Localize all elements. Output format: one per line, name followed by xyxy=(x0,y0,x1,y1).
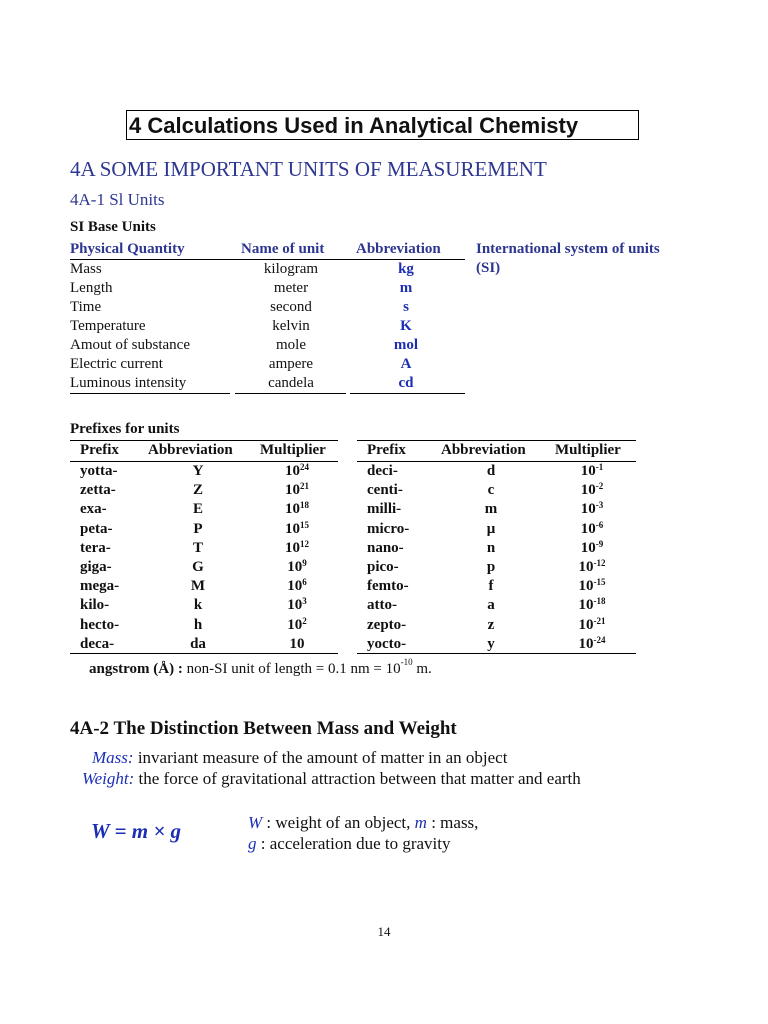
prefix-name-cell: atto- xyxy=(367,597,397,614)
prefix-abbr-cell: k xyxy=(193,597,203,614)
si-side-note-abbr: (SI) xyxy=(476,260,501,276)
prefix-table-caption: Prefixes for units xyxy=(70,421,180,437)
prefix-abbr-cell: p xyxy=(486,559,496,575)
prefix-abbr-cell: f xyxy=(488,578,494,595)
prefix-header-multiplier: Multiplier xyxy=(555,442,621,458)
prefix-name-cell: kilo- xyxy=(80,597,110,614)
prefix-abbr-cell: E xyxy=(192,501,203,518)
si-unit-name-cell: mole xyxy=(276,337,306,353)
prefix-multiplier-cell xyxy=(552,577,632,596)
si-unit-name-cell: ampere xyxy=(268,356,314,372)
si-quantity-cell: Time xyxy=(70,299,102,315)
multiplier-base: 10 xyxy=(578,635,594,652)
prefix-name-cell: yotta- xyxy=(80,463,118,479)
prefix-name-cell: pico- xyxy=(367,559,399,575)
prefix-name-cell: tera- xyxy=(80,539,111,556)
g-symbol: g xyxy=(248,834,257,853)
angstrom-label: angstrom (Å) : xyxy=(89,661,183,677)
prefix-abbr-cell: da xyxy=(190,635,206,652)
prefix-name-cell: yocto- xyxy=(367,635,407,652)
prefix-abbr-cell: c xyxy=(487,482,495,499)
angstrom-text: non-SI unit of length = 0.1 nm = 10 xyxy=(182,661,401,677)
weight-term: Weight: xyxy=(82,769,135,788)
w-symbol: W xyxy=(248,813,263,832)
equation-legend-line1 xyxy=(248,813,478,833)
multiplier-exponent: -21 xyxy=(593,615,606,626)
multiplier-exponent: 24 xyxy=(300,462,309,472)
multiplier-exponent: 9 xyxy=(302,558,307,568)
multiplier-base: 10 xyxy=(580,520,596,537)
si-table-caption: SI Base Units xyxy=(70,219,156,235)
si-unit-name-cell: meter xyxy=(273,280,309,296)
prefix-abbr-cell: n xyxy=(486,539,496,556)
prefix-name-cell: mega- xyxy=(80,578,120,595)
prefix-bottom-rule xyxy=(70,653,338,654)
angstrom-note xyxy=(89,657,432,678)
multiplier-base: 10 xyxy=(578,578,594,595)
prefix-header-abbr: Abbreviation xyxy=(148,442,233,458)
si-unit-name-cell: candela xyxy=(268,375,314,391)
prefix-name-cell: peta- xyxy=(80,520,113,537)
si-quantity-cell: Luminous intensity xyxy=(70,375,187,391)
prefix-header-prefix: Prefix xyxy=(80,442,119,458)
prefix-multiplier-cell xyxy=(262,616,332,635)
multiplier-exponent: 15 xyxy=(300,519,309,530)
si-abbr-cell: m xyxy=(399,280,413,296)
prefix-name-cell: deca- xyxy=(80,635,115,652)
multiplier-base: 10 xyxy=(287,616,303,633)
multiplier-exponent: 12 xyxy=(300,538,309,549)
prefix-multiplier-cell xyxy=(262,596,332,615)
prefix-multiplier-cell xyxy=(262,500,332,519)
prefix-multiplier-cell xyxy=(552,462,632,481)
si-quantity-cell: Mass xyxy=(70,261,102,277)
prefix-multiplier-cell xyxy=(552,558,632,577)
si-abbr-cell: K xyxy=(400,318,412,334)
prefix-abbr-cell: μ xyxy=(486,520,496,537)
multiplier-base: 10 xyxy=(285,463,300,479)
multiplier-base: 10 xyxy=(580,539,596,556)
subsection2-heading: 4A-2 The Distinction Between Mass and Weight xyxy=(70,718,457,739)
si-header-quantity: Physical Quantity xyxy=(70,241,185,257)
multiplier-base: 10 xyxy=(580,463,596,479)
w-text: : weight of an object, xyxy=(262,813,415,832)
prefix-multiplier-cell xyxy=(262,539,332,558)
prefix-name-cell: giga- xyxy=(80,559,112,575)
prefix-abbr-cell: P xyxy=(193,520,203,537)
weight-equation: W = m × g xyxy=(91,819,182,843)
prefix-header-multiplier: Multiplier xyxy=(260,442,326,458)
m-text: : mass, xyxy=(426,813,479,832)
mass-definition xyxy=(92,748,507,768)
multiplier-exponent: 21 xyxy=(300,481,309,492)
prefix-abbr-cell: T xyxy=(192,539,203,556)
si-quantity-cell: Amout of substance xyxy=(70,337,190,353)
multiplier-base: 10 xyxy=(285,539,300,556)
si-abbr-cell: s xyxy=(403,299,409,315)
multiplier-exponent: -2 xyxy=(595,481,604,492)
prefix-multiplier-cell xyxy=(552,481,632,500)
prefix-name-cell: centi- xyxy=(367,482,403,499)
equation-legend-line2 xyxy=(248,834,451,854)
multiplier-exponent: -12 xyxy=(593,558,606,568)
prefix-name-cell: femto- xyxy=(367,578,409,595)
si-abbr-cell: A xyxy=(400,356,412,372)
prefix-multiplier-cell xyxy=(552,520,632,539)
si-quantity-cell: Temperature xyxy=(70,318,146,334)
multiplier-exponent: -3 xyxy=(595,500,604,511)
multiplier-base: 10 xyxy=(580,482,596,499)
multiplier-base: 10 xyxy=(578,597,594,614)
multiplier-exponent: -18 xyxy=(593,596,606,607)
weight-definition xyxy=(82,769,581,789)
angstrom-exponent: -10 xyxy=(400,657,413,667)
prefix-name-cell: hecto- xyxy=(80,616,120,633)
multiplier-exponent: 6 xyxy=(302,577,307,588)
weight-text: the force of gravitational attraction between that matter and earth xyxy=(134,769,581,788)
prefix-abbr-cell: M xyxy=(190,578,206,595)
prefix-abbr-cell: G xyxy=(192,559,204,575)
prefix-name-cell: zetta- xyxy=(80,482,116,499)
multiplier-base: 10 xyxy=(285,482,300,499)
prefix-abbr-cell: a xyxy=(487,597,495,614)
si-quantity-cell: Length xyxy=(70,280,113,296)
prefix-multiplier-cell xyxy=(262,520,332,539)
multiplier-base: 10 xyxy=(289,635,305,652)
m-symbol: m xyxy=(414,813,427,832)
angstrom-unit: m. xyxy=(412,661,432,677)
si-unit-name-cell: kelvin xyxy=(272,318,310,334)
page-number: 14 xyxy=(377,924,391,939)
prefix-header-abbr: Abbreviation xyxy=(441,442,526,458)
prefix-abbr-cell: Y xyxy=(192,463,204,479)
si-unit-name-cell: kilogram xyxy=(263,261,319,277)
multiplier-base: 10 xyxy=(578,559,594,575)
multiplier-exponent: -1 xyxy=(595,462,604,472)
prefix-abbr-cell: h xyxy=(193,616,203,633)
multiplier-base: 10 xyxy=(287,597,303,614)
multiplier-exponent: -15 xyxy=(593,577,606,588)
si-abbr-cell: kg xyxy=(398,261,414,277)
multiplier-base: 10 xyxy=(287,559,303,575)
prefix-abbr-cell: y xyxy=(487,635,495,652)
multiplier-exponent: 2 xyxy=(302,615,307,626)
prefix-multiplier-cell xyxy=(262,462,332,481)
prefix-name-cell: milli- xyxy=(367,501,402,518)
prefix-name-cell: nano- xyxy=(367,539,404,556)
multiplier-exponent: -6 xyxy=(595,519,604,530)
si-abbr-cell: mol xyxy=(393,337,419,353)
page-title: 4 Calculations Used in Analytical Chemisty xyxy=(126,110,639,140)
prefix-abbr-cell: d xyxy=(486,463,496,479)
si-unit-name-cell: second xyxy=(270,299,312,315)
si-side-note: International system of units xyxy=(476,241,660,257)
prefix-bottom-rule xyxy=(357,653,636,654)
si-header-name: Name of unit xyxy=(241,241,325,257)
prefix-multiplier-cell xyxy=(262,481,332,500)
prefix-name-cell: exa- xyxy=(80,501,107,518)
prefix-multiplier-cell xyxy=(552,616,632,635)
mass-text: invariant measure of the amount of matter in an object xyxy=(133,748,508,767)
si-bottom-rule xyxy=(70,393,230,394)
multiplier-base: 10 xyxy=(285,520,300,537)
multiplier-base: 10 xyxy=(578,616,594,633)
prefix-multiplier-cell xyxy=(552,635,632,654)
prefix-header-prefix: Prefix xyxy=(367,442,406,458)
prefix-multiplier-cell xyxy=(552,500,632,519)
prefix-multiplier-cell xyxy=(552,539,632,558)
multiplier-base: 10 xyxy=(580,501,596,518)
si-abbr-cell: cd xyxy=(398,375,414,391)
prefix-multiplier-cell xyxy=(262,577,332,596)
prefix-abbr-cell: Z xyxy=(192,482,203,499)
mass-term: Mass: xyxy=(92,748,134,767)
prefix-name-cell: micro- xyxy=(367,520,410,537)
prefix-abbr-cell: z xyxy=(487,616,495,633)
si-quantity-cell: Electric current xyxy=(70,356,163,372)
prefix-multiplier-cell xyxy=(552,596,632,615)
subsection-heading: 4A-1 Sl Units xyxy=(70,190,165,209)
multiplier-base: 10 xyxy=(285,501,300,518)
multiplier-exponent: -9 xyxy=(595,538,604,549)
multiplier-base: 10 xyxy=(287,578,303,595)
multiplier-exponent: 3 xyxy=(302,596,307,607)
multiplier-exponent: 18 xyxy=(300,500,309,511)
si-header-abbr: Abbreviation xyxy=(356,241,441,257)
g-text: : acceleration due to gravity xyxy=(256,834,451,853)
prefix-name-cell: zepto- xyxy=(367,616,407,633)
multiplier-exponent: -24 xyxy=(593,634,606,645)
prefix-multiplier-cell xyxy=(262,635,332,654)
si-bottom-rule xyxy=(350,393,465,394)
section-heading: 4A SOME IMPORTANT UNITS OF MEASUREMENT xyxy=(70,157,547,181)
prefix-abbr-cell: m xyxy=(484,501,498,518)
prefix-multiplier-cell xyxy=(262,558,332,577)
prefix-name-cell: deci- xyxy=(367,463,398,479)
si-bottom-rule xyxy=(235,393,346,394)
